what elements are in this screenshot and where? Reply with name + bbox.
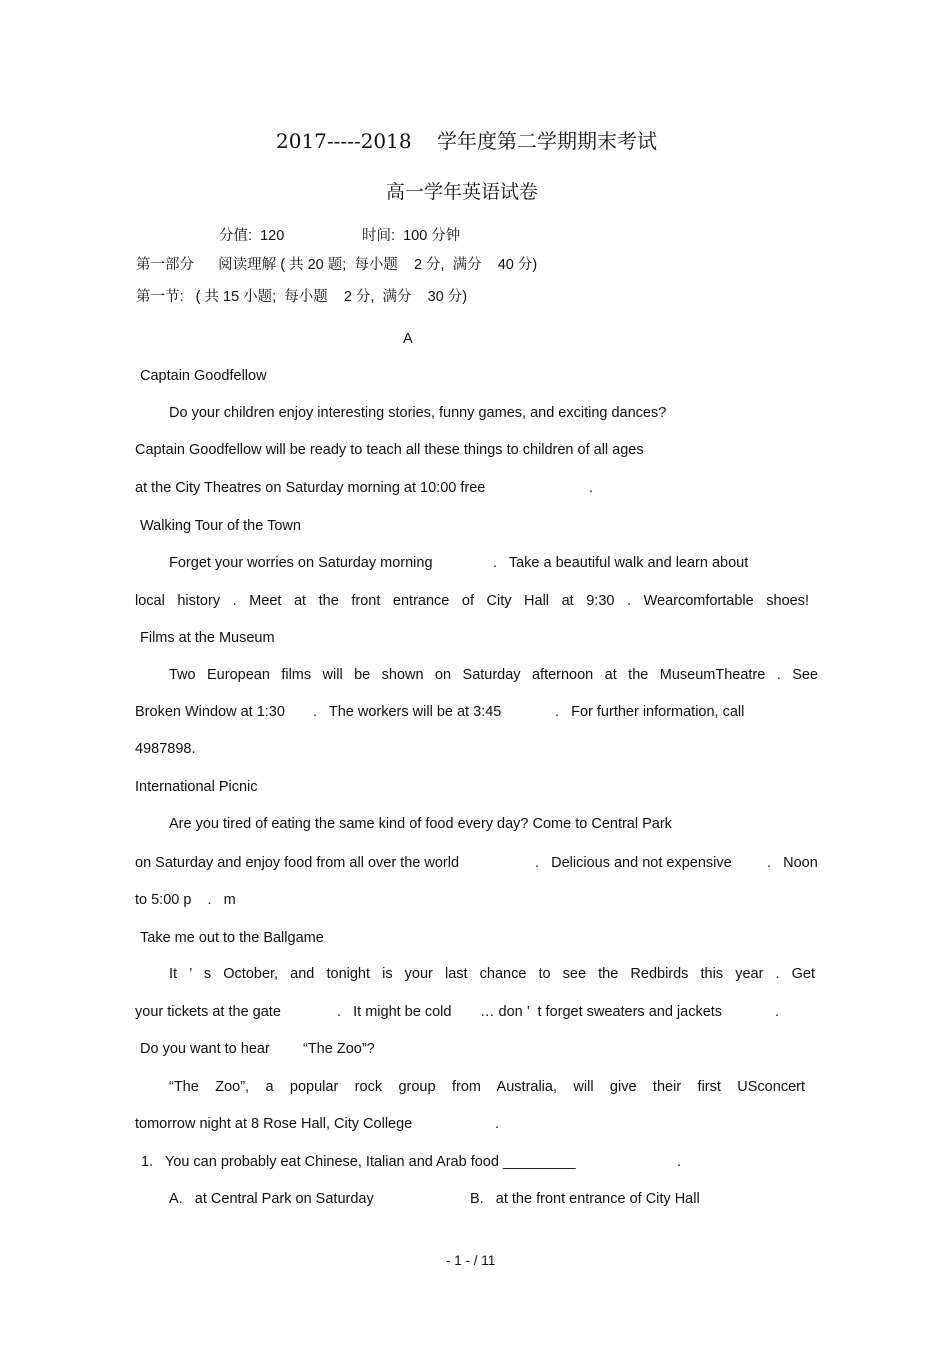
ad-heading-picnic: International Picnic [135, 779, 258, 795]
text-line: . [589, 480, 594, 496]
text-line: Are you tired of eating the same kind of food every day? Come to Central Park [169, 816, 672, 832]
text-line: . Take a beautiful walk and learn about [493, 555, 749, 571]
text-line: Captain Goodfellow will be ready to teach all these things to children of all ages [135, 442, 644, 458]
text-line: . For further information, call [555, 704, 745, 720]
text-line: local history . Meet at the front entrance of City Hall at 9:30 . Wearcomfortable shoes! [135, 593, 809, 609]
section-one-heading: 第一节: ( 共 15 小题; 每小题 2 分, 满分 30 分) [136, 289, 468, 305]
text-line: your tickets at the gate [135, 1004, 281, 1020]
text-line: 4987898. [135, 741, 196, 757]
time-info: 时间: 100 分钟 [362, 228, 461, 244]
text-line: Two European films will be shown on Saturday afternoon at the MuseumTheatre . See [169, 667, 818, 683]
ad-heading-walking-tour: Walking Tour of the Town [140, 518, 301, 534]
text-line: . The workers will be at 3:45 [313, 704, 502, 720]
text-line: Broken Window at 1:30 [135, 704, 285, 720]
ad-heading-ballgame: Take me out to the Ballgame [140, 930, 324, 946]
exam-subtitle: 高一学年英语试卷 [386, 181, 539, 203]
ad-heading-films: Films at the Museum [140, 630, 275, 646]
text-line: on Saturday and enjoy food from all over the world [135, 855, 460, 871]
text-line: . Delicious and not expensive [535, 855, 732, 871]
question-1: 1. You can probably eat Chinese, Italian and Arab food _________ [141, 1154, 576, 1170]
text-line: “The Zoo”, a popular rock group from Australia, will give their first USconcert [169, 1079, 805, 1095]
text-line: It ’ s October, and tonight is your last chance to see the Redbirds this year . Get [169, 966, 815, 982]
score-info: 分值: 120 [219, 228, 285, 244]
text-line: Do your children enjoy interesting stories, funny games, and exciting dances? [169, 405, 667, 421]
ad-heading-captain: Captain Goodfellow [140, 368, 267, 384]
text-line: . [495, 1116, 500, 1132]
text-line: . [775, 1004, 780, 1020]
ad-heading-zoo: Do you want to hear [140, 1041, 270, 1057]
text-line: at the City Theatres on Saturday morning at 10:00 free [135, 480, 486, 496]
text-line: . It might be cold [337, 1004, 452, 1020]
text-line: Forget your worries on Saturday morning [169, 555, 433, 571]
option-b: B. at the front entrance of City Hall [470, 1191, 700, 1207]
page-number: - 1 - / 11 [446, 1253, 496, 1268]
text-line: . Noon [767, 855, 818, 871]
question-1-period: . [677, 1154, 682, 1170]
text-line: to 5:00 p . m [135, 892, 236, 908]
ad-heading-zoo-name: “The Zoo”? [303, 1041, 375, 1057]
passage-label: A [403, 331, 413, 347]
option-a: A. at Central Park on Saturday [169, 1191, 374, 1207]
part-one-heading: 第一部分 阅读理解 ( 共 20 题; 每小题 2 分, 满分 40 分) [136, 257, 538, 273]
text-line: tomorrow night at 8 Rose Hall, City College [135, 1116, 413, 1132]
exam-title: 2017-----2018 学年度第二学期期末考试 [276, 129, 658, 153]
text-line: … don ’ t forget sweaters and jackets [480, 1004, 723, 1020]
